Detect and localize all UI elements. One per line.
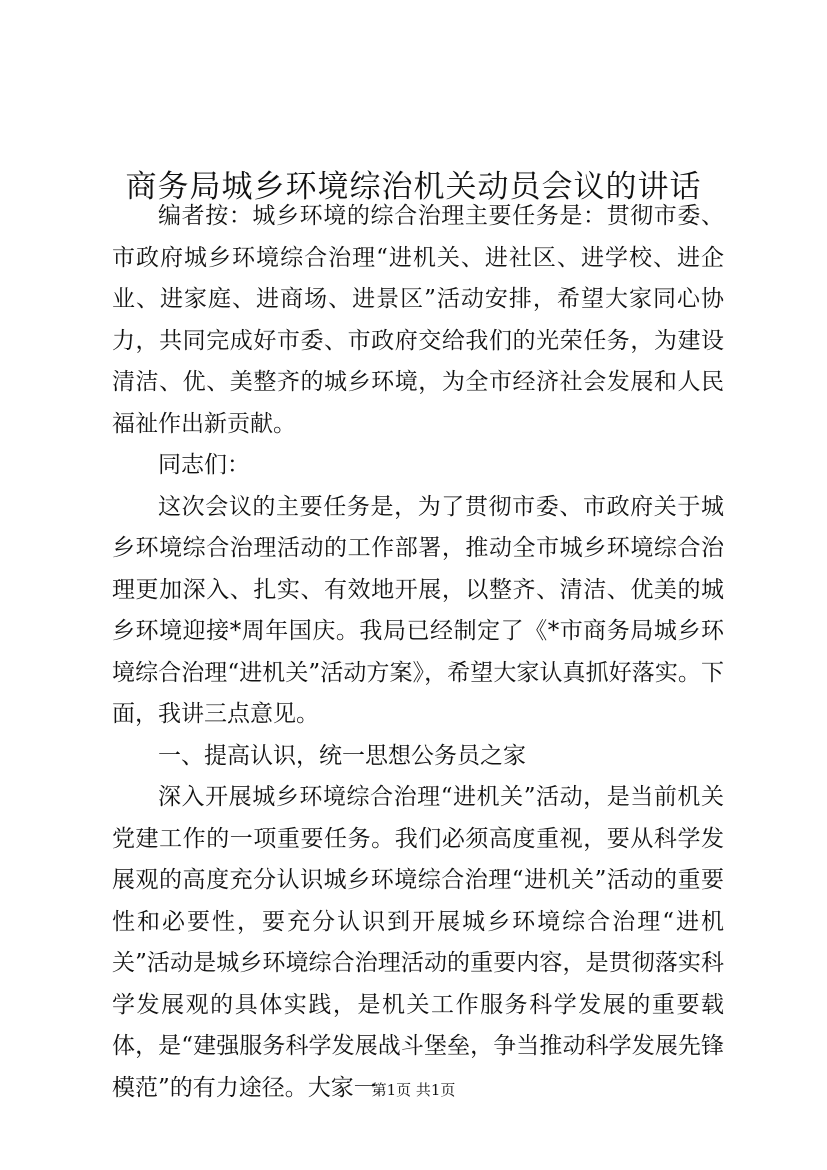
intro-paragraph: 这次会议的主要任务是，为了贯彻市委、市政府关于城乡环境综合治理活动的工作部署，推动全市城乡环境综合治理更加深入、扎实、有效地开展，以整齐、清洁、优美的城乡环境迎接*周年国庆。我局已经制定了《*市商务局城乡环境综合治理“进机关”活动方案》，希望大家认真抓好落实。下面，我讲三点意见。 <box>112 493 724 727</box>
section-1-paragraph: 深入开展城乡环境综合治理“进机关”活动，是当前机关党建工作的一项重要任务。我们必须高度重视，要从科学发展观的高度充分认识城乡环境综合治理“进机关”活动的重要性和必要性，要充分认识到开展城乡环境综合治理“进机关”活动是城乡环境综合治理活动的重要内容，是贯彻落实科学发展观的具体实践，是机关工作服务科学发展的重要载体，是“建强服务科学发展战斗堡垒，争当推动科学发展先锋模范”的有力途径。大家一 <box>112 784 724 1101</box>
section-heading-1: 一、提高认识，统一思想公务员之家 <box>158 742 526 769</box>
page-title: 商务局城乡环境综治机关动员会议的讲话 <box>125 168 702 205</box>
salutation-paragraph: 同志们： <box>158 452 250 478</box>
document-body <box>112 196 724 1109</box>
editor-note-paragraph: 编者按：城乡环境的综合治理主要任务是：贯彻市委、市政府城乡环境综合治理“进机关、进社区、进学校、进企业、进家庭、进商场、进景区”活动安排，希望大家同心协力，共同完成好市委、市政府交给我们的光荣任务，为建设清洁、优、美整齐的城乡环境，为全市经济社会发展和人民福祉作出新贡献。 <box>112 203 724 437</box>
page-footer: 第1页 共1页 <box>371 1081 456 1099</box>
